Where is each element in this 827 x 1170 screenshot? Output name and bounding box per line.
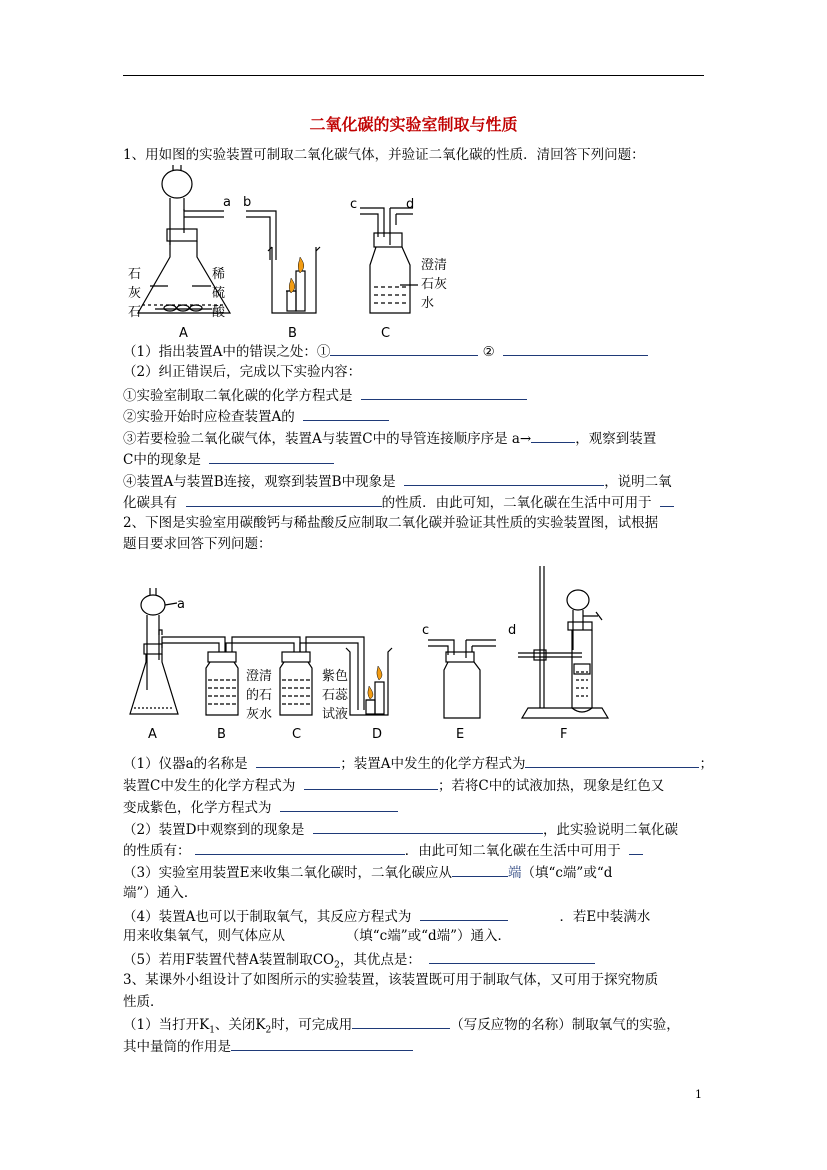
answer-blank[interactable] [429,949,595,964]
svg-text:石: 石 [128,305,142,320]
label-a: a [177,597,185,612]
answer-blank[interactable] [330,341,478,356]
svg-text:灰水: 灰水 [246,707,273,722]
label-c: c [422,623,430,638]
q2-part10: （5）若用F装置代替A装置制取$CO_2$，其优点是： [123,949,595,975]
answer-blank[interactable] [361,385,527,400]
q2-intro2: 题目要求回答下列问题： [123,536,272,552]
q1-part7: 化碳具有 的性质．由此可知，二氧化碳在生活中可用于 [123,492,674,512]
answer-blank[interactable] [525,753,699,768]
q1-part3: ①实验室制取二氧化碳的化学方程式是 [123,385,527,405]
q2-part8: （4）装置A也可以于制取氧气，其反应方程式为 ．若E中装满水 [123,906,650,926]
q2-part5: 的性质有： ．由此可知二氧化碳在生活中可用于 [123,840,643,860]
q2-part9: 用来收集氧气，则气体应从 （填“c端”或“d端”）通入． [123,928,512,944]
q1-apparatus-figure [120,165,460,345]
answer-blank[interactable] [660,492,674,507]
answer-blank[interactable] [352,1014,450,1029]
label-b: b [243,195,252,210]
svg-text:石: 石 [128,267,142,282]
answer-blank[interactable] [531,428,575,443]
answer-blank[interactable] [231,1036,413,1051]
caption-A: A [148,727,157,742]
answer-blank[interactable] [503,341,648,356]
q2-apparatus-figure [120,560,620,745]
answer-blank[interactable] [280,797,398,812]
svg-text:澄清: 澄清 [421,258,448,273]
label-d: d [406,197,415,212]
answer-blank[interactable] [629,840,643,855]
svg-text:石灰: 石灰 [421,277,448,292]
header-rule [123,75,704,76]
q2-part1: （1）仪器a的名称是 ；装置A中发生的化学方程式为 ； [123,753,713,773]
q1-part4: ②实验开始时应检查装置A的 [123,406,389,426]
answer-blank[interactable] [420,906,508,921]
q1-part5: ③若要检验二氧化碳气体，装置A与装置C中的导管连接顺序序是 a→ ，观察到装置 [123,428,656,448]
answer-blank[interactable] [452,862,508,877]
answer-blank[interactable] [313,819,543,834]
svg-text:试液: 试液 [322,707,349,722]
q2-part7: 端”）通入． [123,885,198,901]
svg-text:的石: 的石 [246,688,273,703]
q1-intro: 1、用如图的实验装置可制取二氧化碳气体，并验证二氧化碳的性质．清回答下列问题： [123,147,645,163]
q2-intro1: 2、下图是实验室用碳酸钙与稀盐酸反应制取二氧化碳并验证其性质的实验装置图，试根据 [123,515,659,531]
q1-part6: ④装置A与装置B连接，观察到装置B中现象是 ，说明二氧 [123,471,672,491]
caption-D: D [372,727,383,742]
caption-B: B [288,326,297,341]
answer-blank[interactable] [209,449,334,464]
svg-text:水: 水 [421,296,435,311]
svg-text:酸: 酸 [212,305,226,320]
answer-blank[interactable] [404,471,604,486]
svg-text:硫: 硫 [212,286,226,301]
page-title: 二氧化碳的实验室制取与性质 [309,115,518,134]
q1-part5c: C中的现象是 [123,449,334,469]
caption-F: F [560,727,568,742]
q3-part1: （1）当打开$K_1$、关闭$K_2$时，可完成用 （写反应物的名称）制取氧气的实验， [123,1014,680,1040]
q2-part6: （3）实验室用装置E来收集二氧化碳时，二氧化碳应从 端（填“c端”或“d [123,862,612,882]
label-d: d [508,623,517,638]
q2-part2: 装置C中发生的化学方程式为 ；若将C中的试液加热，现象是红色又 [123,775,664,795]
page-number: 1 [695,1088,702,1101]
q2-part4: （2）装置D中观察到的现象是 ，此实验说明二氧化碳 [123,819,678,839]
answer-blank[interactable] [256,753,340,768]
caption-C: C [381,326,391,341]
q1-part2: （2）纠正错误后，完成以下实验内容： [123,364,362,380]
caption-A: A [179,326,188,341]
caption-C: C [292,727,302,742]
answer-blank[interactable] [304,775,438,790]
q3-intro2: 性质． [123,994,164,1010]
q3-intro1: 3、某课外小组设计了如图所示的实验装置，该装置既可用于制取气体，又可用于探究物质 [123,972,659,988]
answer-blank[interactable] [186,492,382,507]
svg-text:澄清: 澄清 [246,669,273,684]
svg-text:紫色: 紫色 [322,669,349,684]
svg-text:稀: 稀 [212,267,226,282]
caption-B: B [217,727,226,742]
label-a: a [223,195,231,210]
q2-part3: 变成紫色，化学方程式为 [123,797,398,817]
svg-text:灰: 灰 [128,286,142,301]
q3-part2: 其中量筒的作用是 [123,1036,413,1056]
answer-blank[interactable] [303,406,389,421]
caption-E: E [456,727,465,742]
answer-blank[interactable] [195,840,405,855]
label-c: c [350,197,358,212]
svg-text:石蕊: 石蕊 [322,688,349,703]
q1-part1: （1）指出装置A中的错误之处：① ② [123,341,648,361]
